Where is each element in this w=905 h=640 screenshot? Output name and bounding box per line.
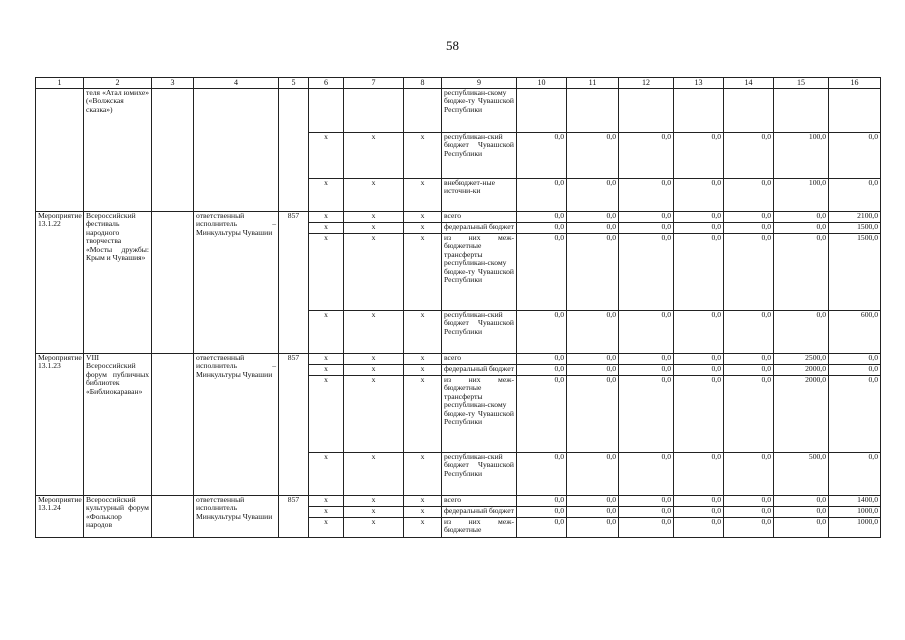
column-number: 13: [674, 78, 724, 89]
budget-classifier-cell: x: [404, 234, 442, 311]
funding-value: 0,0: [517, 133, 567, 179]
column-number: 1: [36, 78, 84, 89]
funding-value: 0,0: [774, 212, 829, 223]
responsible-party-blank: [152, 496, 194, 538]
column-number: 15: [774, 78, 829, 89]
funding-value: 0,0: [674, 212, 724, 223]
funding-value: 0,0: [517, 365, 567, 376]
funding-value: 0,0: [674, 453, 724, 496]
funding-value: [619, 89, 674, 133]
budget-classifier-cell: x: [309, 365, 344, 376]
funding-value: 0,0: [567, 365, 619, 376]
funding-value: 0,0: [619, 179, 674, 212]
budget-classifier-cell: x: [309, 453, 344, 496]
executor: ответственный исполнитель Минкультуры Чувашии: [194, 496, 279, 538]
event-code: [36, 89, 84, 212]
funding-value: 0,0: [619, 518, 674, 538]
funding-value: 0,0: [674, 496, 724, 507]
responsible-party-blank: [152, 212, 194, 354]
funding-value: 0,0: [567, 354, 619, 365]
funding-value: 0,0: [567, 223, 619, 234]
executor: ответственный исполнитель – Минкультуры Чувашии: [194, 212, 279, 354]
budget-classifier-cell: x: [344, 234, 404, 311]
funding-value: 0,0: [724, 496, 774, 507]
funding-value: 0,0: [619, 496, 674, 507]
funding-value: 0,0: [724, 376, 774, 453]
budget-classifier-cell: [404, 89, 442, 133]
budget-classifier-cell: x: [344, 496, 404, 507]
grbs-code: [279, 89, 309, 212]
funding-value: 0,0: [619, 507, 674, 518]
column-number: 9: [442, 78, 517, 89]
event-name: Всероссийский фестиваль народного творчества «Мосты дружбы: Крым и Чувашия»: [84, 212, 152, 354]
funding-source: федеральный бюджет: [442, 507, 517, 518]
funding-value: 2500,0: [774, 354, 829, 365]
funding-value: 0,0: [674, 365, 724, 376]
funding-source: всего: [442, 354, 517, 365]
funding-value: 0,0: [619, 453, 674, 496]
funding-value: 0,0: [829, 133, 881, 179]
funding-source: из них меж-бюджетные трансферты республикан-скому бюдже-ту Чувашской Республики: [442, 376, 517, 453]
funding-value: 0,0: [517, 179, 567, 212]
grbs-code: 857: [279, 212, 309, 354]
budget-classifier-cell: x: [309, 223, 344, 234]
budget-classifier-cell: x: [344, 365, 404, 376]
budget-classifier-cell: x: [404, 223, 442, 234]
column-number: 7: [344, 78, 404, 89]
budget-classifier-cell: x: [404, 453, 442, 496]
budget-classifier-cell: x: [404, 507, 442, 518]
event-code: Мероприятие 13.1.23: [36, 354, 84, 496]
funding-value: 0,0: [517, 311, 567, 354]
budget-classifier-cell: x: [404, 496, 442, 507]
column-number: 6: [309, 78, 344, 89]
column-number: 5: [279, 78, 309, 89]
funding-value: 600,0: [829, 311, 881, 354]
funding-value: 0,0: [619, 234, 674, 311]
budget-classifier-cell: x: [404, 518, 442, 538]
budget-classifier-cell: x: [404, 179, 442, 212]
budget-classifier-cell: x: [309, 376, 344, 453]
column-number: 3: [152, 78, 194, 89]
budget-classifier-cell: x: [309, 496, 344, 507]
funding-value: 0,0: [674, 223, 724, 234]
funding-value: 0,0: [674, 507, 724, 518]
funding-value: 0,0: [724, 223, 774, 234]
budget-classifier-cell: x: [309, 212, 344, 223]
budget-classifier-cell: x: [404, 212, 442, 223]
funding-source: из них меж-бюджетные: [442, 518, 517, 538]
budget-classifier-cell: x: [309, 354, 344, 365]
funding-value: 0,0: [674, 179, 724, 212]
funding-value: 0,0: [517, 212, 567, 223]
funding-value: 0,0: [674, 234, 724, 311]
funding-value: 0,0: [517, 223, 567, 234]
column-number: 11: [567, 78, 619, 89]
funding-source: республикан-ский бюджет Чувашской Республики: [442, 453, 517, 496]
funding-value: [774, 89, 829, 133]
funding-value: 0,0: [517, 518, 567, 538]
event-name: теля «Атал юмихе» («Волжская сказка»): [84, 89, 152, 212]
funding-value: 500,0: [774, 453, 829, 496]
funding-value: 0,0: [724, 365, 774, 376]
funding-value: 0,0: [567, 179, 619, 212]
funding-source: республикан-ский бюджет Чувашской Республики: [442, 311, 517, 354]
funding-value: 0,0: [724, 234, 774, 311]
funding-value: 0,0: [829, 179, 881, 212]
funding-value: 0,0: [724, 212, 774, 223]
funding-value: 0,0: [619, 376, 674, 453]
funding-value: 0,0: [567, 453, 619, 496]
column-number: 16: [829, 78, 881, 89]
budget-classifier-cell: x: [344, 354, 404, 365]
column-number: 10: [517, 78, 567, 89]
event-name: Всероссийский культурный форум «Фольклор народов: [84, 496, 152, 538]
budget-classifier-cell: [309, 89, 344, 133]
funding-value: 0,0: [567, 376, 619, 453]
column-number: 4: [194, 78, 279, 89]
funding-value: 0,0: [829, 365, 881, 376]
funding-value: 0,0: [724, 453, 774, 496]
budget-classifier-cell: x: [344, 507, 404, 518]
budget-classifier-cell: x: [344, 223, 404, 234]
funding-value: 0,0: [724, 179, 774, 212]
funding-value: 0,0: [774, 223, 829, 234]
funding-value: 0,0: [619, 354, 674, 365]
funding-source: федеральный бюджет: [442, 365, 517, 376]
budget-classifier-cell: x: [344, 453, 404, 496]
funding-value: 2100,0: [829, 212, 881, 223]
funding-value: 0,0: [674, 133, 724, 179]
event-code: Мероприятие 13.1.24: [36, 496, 84, 538]
budget-classifier-cell: x: [309, 518, 344, 538]
funding-source: из них меж-бюджетные трансферты республикан-скому бюдже-ту Чувашской Республики: [442, 234, 517, 311]
table-row: [36, 354, 881, 365]
budget-classifier-cell: x: [344, 311, 404, 354]
funding-source: федеральный бюджет: [442, 223, 517, 234]
budget-classifier-cell: x: [404, 311, 442, 354]
funding-value: 0,0: [517, 354, 567, 365]
page-number: 58: [446, 38, 459, 53]
funding-value: 0,0: [567, 133, 619, 179]
funding-value: 0,0: [829, 376, 881, 453]
budget-classifier-cell: x: [344, 212, 404, 223]
budget-classifier-cell: x: [309, 311, 344, 354]
funding-value: 0,0: [674, 354, 724, 365]
funding-value: [724, 89, 774, 133]
funding-value: 0,0: [619, 212, 674, 223]
funding-value: 0,0: [829, 453, 881, 496]
budget-classifier-cell: x: [344, 518, 404, 538]
budget-classifier-cell: x: [344, 376, 404, 453]
funding-value: 0,0: [619, 311, 674, 354]
funding-value: 0,0: [774, 518, 829, 538]
funding-source: всего: [442, 212, 517, 223]
funding-value: 0,0: [724, 311, 774, 354]
funding-value: 2000,0: [774, 376, 829, 453]
funding-value: [829, 89, 881, 133]
funding-value: 0,0: [674, 376, 724, 453]
budget-table: [35, 77, 881, 538]
funding-value: 0,0: [619, 365, 674, 376]
funding-value: [567, 89, 619, 133]
budget-classifier-cell: x: [309, 507, 344, 518]
funding-value: 0,0: [724, 507, 774, 518]
budget-classifier-cell: x: [404, 133, 442, 179]
funding-value: 1000,0: [829, 518, 881, 538]
table-row: [36, 89, 881, 133]
funding-value: 2000,0: [774, 365, 829, 376]
funding-value: 0,0: [517, 507, 567, 518]
funding-value: 100,0: [774, 179, 829, 212]
grbs-code: 857: [279, 496, 309, 538]
header-row: [36, 78, 881, 89]
funding-value: 0,0: [674, 311, 724, 354]
funding-source: республикан-ский бюджет Чувашской Республики: [442, 133, 517, 179]
budget-classifier-cell: [344, 89, 404, 133]
funding-source: республикан-скому бюдже-ту Чувашской Республики: [442, 89, 517, 133]
funding-source: всего: [442, 496, 517, 507]
responsible-party-blank: [152, 89, 194, 212]
responsible-party-blank: [152, 354, 194, 496]
funding-value: 1500,0: [829, 234, 881, 311]
funding-value: 0,0: [517, 234, 567, 311]
budget-classifier-cell: x: [309, 133, 344, 179]
event-code: Мероприятие 13.1.22: [36, 212, 84, 354]
executor: [194, 89, 279, 212]
column-number: 14: [724, 78, 774, 89]
event-name: VIII Всероссийский форум публичных библиотек «Библиокараван»: [84, 354, 152, 496]
funding-value: 0,0: [774, 507, 829, 518]
funding-value: 0,0: [774, 496, 829, 507]
funding-value: 0,0: [567, 518, 619, 538]
funding-value: 0,0: [674, 518, 724, 538]
funding-value: 0,0: [829, 354, 881, 365]
funding-value: 0,0: [724, 133, 774, 179]
funding-value: 0,0: [774, 234, 829, 311]
funding-value: 0,0: [567, 234, 619, 311]
funding-value: 0,0: [774, 311, 829, 354]
table-row: [36, 496, 881, 507]
funding-value: 0,0: [567, 311, 619, 354]
budget-classifier-cell: x: [344, 133, 404, 179]
funding-source: внебюджет-ные источни-ки: [442, 179, 517, 212]
funding-value: 0,0: [724, 518, 774, 538]
grbs-code: 857: [279, 354, 309, 496]
funding-value: 0,0: [567, 496, 619, 507]
table-row: [36, 212, 881, 223]
column-number: 8: [404, 78, 442, 89]
budget-classifier-cell: x: [309, 234, 344, 311]
column-number: 2: [84, 78, 152, 89]
funding-value: 0,0: [517, 453, 567, 496]
budget-classifier-cell: x: [404, 365, 442, 376]
executor: ответственный исполнитель – Минкультуры Чувашии: [194, 354, 279, 496]
funding-value: 0,0: [567, 507, 619, 518]
funding-value: 1000,0: [829, 507, 881, 518]
funding-value: 100,0: [774, 133, 829, 179]
funding-value: 0,0: [567, 212, 619, 223]
budget-classifier-cell: x: [344, 179, 404, 212]
funding-value: 0,0: [724, 354, 774, 365]
budget-classifier-cell: x: [404, 376, 442, 453]
funding-value: 0,0: [619, 223, 674, 234]
funding-value: 0,0: [619, 133, 674, 179]
budget-classifier-cell: x: [309, 179, 344, 212]
funding-value: 0,0: [517, 496, 567, 507]
column-number: 12: [619, 78, 674, 89]
funding-value: 1400,0: [829, 496, 881, 507]
funding-value: [517, 89, 567, 133]
funding-value: [674, 89, 724, 133]
budget-classifier-cell: x: [404, 354, 442, 365]
funding-value: 1500,0: [829, 223, 881, 234]
funding-value: 0,0: [517, 376, 567, 453]
